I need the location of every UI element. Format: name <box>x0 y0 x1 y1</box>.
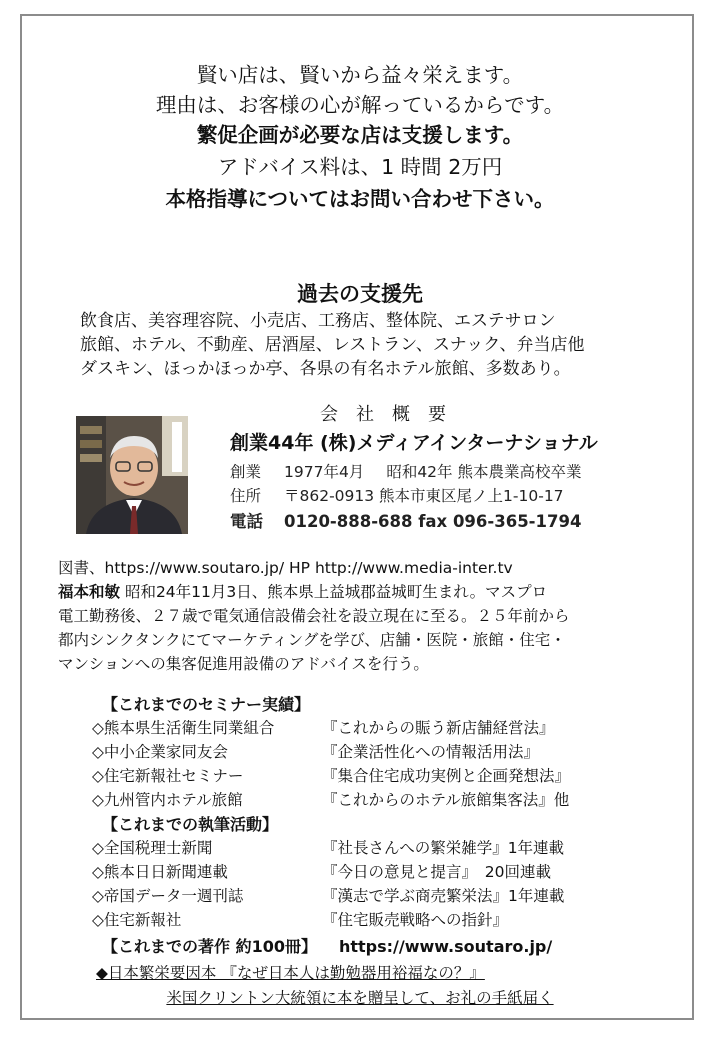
headline-line-5: 本格指導についてはお問い合わせ下さい。 <box>165 187 555 211</box>
seminar-row: ◇熊本県生活衛生同業組合 『これからの賑う新店舗経営法』 <box>92 719 555 737</box>
past-clients-title: 過去の支援先 <box>297 282 423 306</box>
company-phone <box>230 508 581 532</box>
book-link[interactable]: ◆日本繁栄要因本 『なぜ日本人は勤勉器用裕福なの？』 <box>96 964 485 982</box>
links-line[interactable]: 図書、https://www.soutaro.jp/ HP http://www.media-inter.tv <box>58 559 513 577</box>
seminar-row: ◇九州管内ホテル旅館 『これからのホテル旅館集客法』他 <box>92 791 570 809</box>
headline-line-2: 理由は、お客様の心が解っているからです。 <box>155 93 565 117</box>
writing-row: ◇熊本日日新聞連載 『今日の意見と提言』 20回連載 <box>92 863 551 881</box>
past-clients-line-1: 飲食店、美容理容院、小売店、工務店、整体院、エステサロン <box>80 311 556 331</box>
bio-line-3: 都内シンクタンクにてマーケティングを学び、店舗・医院・旅館・住宅・ <box>58 631 566 649</box>
writing-row: ◇住宅新報社 『住宅販売戦略への指針』 <box>92 911 509 929</box>
books-label: 【これまでの著作 約100冊】 <box>102 937 317 956</box>
portrait-photo <box>76 416 188 534</box>
books-line <box>102 934 552 957</box>
seminar-row: ◇住宅新報社セミナー 『集合住宅成功実例と企画発想法』 <box>92 767 571 785</box>
person-name: 福本和敏 <box>58 583 121 601</box>
writing-heading: 【これまでの執筆活動】 <box>102 815 279 834</box>
address-label: 住所 <box>230 487 262 505</box>
seminars-heading: 【これまでのセミナー実績】 <box>102 695 311 714</box>
headline-line-1: 賢い店は、賢いから益々栄えます。 <box>196 63 524 87</box>
founded-note: 昭和42年 熊本農業高校卒業 <box>386 463 582 481</box>
bio-line-1: 福本和敏 昭和24年11月3日、熊本県上益城郡益城町生まれ。マスプロ <box>58 583 548 601</box>
company-overview-title: 会社概要 <box>320 404 464 425</box>
company-address <box>230 484 564 506</box>
writing-row: ◇全国税理士新聞 『社長さんへの繁栄雑学』1年連載 <box>92 839 565 857</box>
headline-line-3: 繁促企画が必要な店は支援します。 <box>196 123 524 147</box>
tel-label: 電話 <box>230 512 263 531</box>
books-url[interactable]: https://www.soutaro.jp/ <box>338 937 553 956</box>
tel-value: 0120-888-688 fax 096-365-1794 <box>284 512 582 531</box>
seminar-row: ◇中小企業家同友会 『企業活性化への情報活用法』 <box>92 743 540 761</box>
clinton-letter-link[interactable]: 米国クリントン大統領に本を贈呈して、お礼の手紙届く <box>166 989 554 1007</box>
address-value: 〒862-0913 熊本市東区尾ノ上1-10-17 <box>284 487 564 505</box>
founded-label: 創業 <box>230 463 262 481</box>
headline-line-4: アドバイス料は、1 時間 2万円 <box>217 155 503 179</box>
past-clients-line-3: ダスキン、ほっかほっか亭、各県の有名ホテル旅館、多数あり。 <box>80 359 571 379</box>
company-founded <box>230 460 581 482</box>
bio-line-2: 電工勤務後、２７歳で電気通信設備会社を設立現在に至る。２５年前から <box>58 607 570 625</box>
founded-value: 1977年4月 <box>284 463 365 481</box>
bio-line-4: マンションへの集客促進用設備のアドバイスを行う。 <box>58 655 429 673</box>
company-name: 創業44年 (株)メディアインターナショナル <box>230 432 598 454</box>
writing-row: ◇帝国データ一週刊誌 『漢志で学ぶ商売繁栄法』1年連載 <box>92 887 565 905</box>
past-clients-line-2: 旅館、ホテル、不動産、居酒屋、レストラン、スナック、弁当店他 <box>80 335 585 355</box>
